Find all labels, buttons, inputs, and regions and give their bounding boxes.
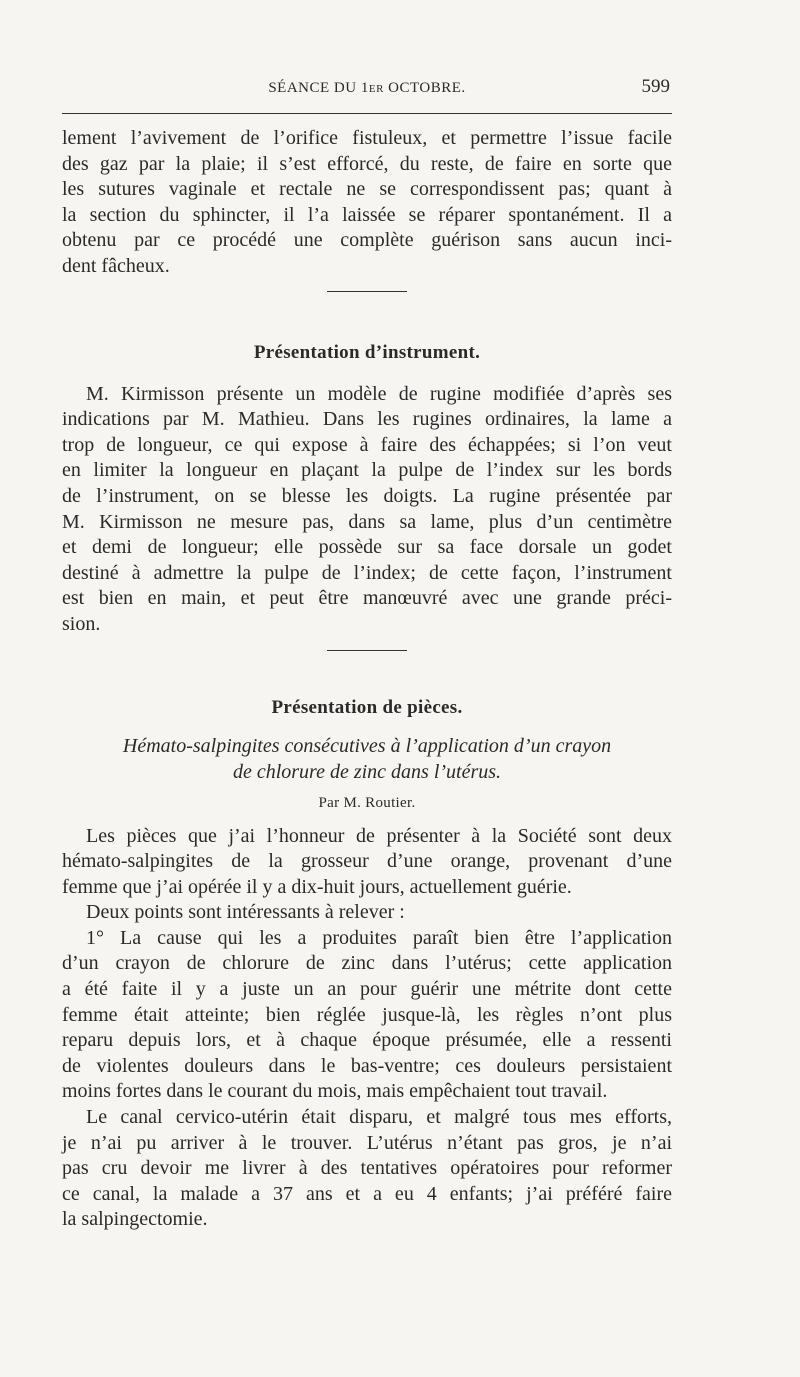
paragraph-pieces bbox=[62, 824, 672, 1234]
text-line: la salpingectomie. bbox=[62, 1208, 208, 1231]
text-line: et demi de longueur; elle possède sur sa face dorsale un godet bbox=[62, 536, 672, 559]
text-line: de l’instrument, on se blesse les doigts. La rugine présentée par bbox=[62, 484, 672, 507]
article-subtitle: de chlorure de zinc dans l’utérus. bbox=[232, 760, 502, 783]
page-body bbox=[62, 126, 672, 1233]
header-title: SÉANCE DU 1er OCTOBRE. bbox=[268, 80, 466, 96]
text-line: hémato-salpingites de la grosseur d’une orange, provenant d’une bbox=[62, 850, 672, 873]
section-heading-pieces: Présentation de pièces. bbox=[271, 696, 463, 718]
text-line: lement l’avivement de l’orifice fistuleux, et permettre l’issue facile bbox=[62, 127, 672, 149]
paragraph-instrument bbox=[62, 382, 672, 638]
paragraph-continued bbox=[62, 126, 672, 280]
text-line: pas cru devoir me livrer à des tentatives opératoires pour reformer bbox=[62, 1157, 672, 1180]
text-line: est bien en main, et peut être manœuvré avec une grande préci- bbox=[62, 587, 672, 610]
text-line: a été faite il y a juste un an pour guérir une métrite dont cette bbox=[62, 978, 672, 1001]
text-line: femme était atteinte; bien réglée jusque-là, les règles n’ont plus bbox=[62, 1003, 672, 1026]
text-line: femme que j’ai opérée il y a dix-huit jours, actuellement guérie. bbox=[62, 875, 572, 898]
text-line: indications par M. Mathieu. Dans les rugines ordinaires, la lame a bbox=[62, 408, 672, 431]
text-line: moins fortes dans le courant du mois, mais empêchaient tout travail. bbox=[62, 1080, 608, 1103]
article-subtitle: Hémato-salpingites consécutives à l’application d’un crayon bbox=[122, 734, 612, 757]
text-line: de violentes douleurs dans le bas-ventre; ces douleurs persistaient bbox=[62, 1054, 672, 1077]
text-line: ce canal, la malade a 37 ans et a eu 4 enfants; j’ai préféré faire bbox=[62, 1182, 672, 1205]
text-line: Le canal cervico-utérin était disparu, et malgré tous mes efforts, bbox=[86, 1106, 672, 1129]
text-line: la section du sphincter, il l’a laissée se réparer spontanément. Il a bbox=[62, 203, 672, 226]
text-line: M. Kirmisson présente un modèle de rugine modifiée d’après ses bbox=[86, 382, 672, 405]
text-line: 1° La cause qui les a produites paraît bien être l’application bbox=[86, 926, 672, 949]
text-line: dent fâcheux. bbox=[62, 254, 170, 277]
running-header bbox=[62, 76, 672, 104]
text-line: en limiter la longueur en plaçant la pulpe de l’index sur les bords bbox=[62, 459, 672, 482]
text-line: trop de longueur, ce qui expose à faire des échappées; si l’on veut bbox=[62, 433, 672, 456]
text-line: M. Kirmisson ne mesure pas, dans sa lame, plus d’un centimètre bbox=[62, 510, 672, 533]
text-line: destiné à admettre la pulpe de l’index; de cette façon, l’instrument bbox=[62, 561, 672, 584]
text-line: des gaz par la plaie; il s’est efforcé, du reste, de faire en sorte que bbox=[62, 152, 672, 175]
text-line: je n’ai pu arriver à le trouver. L’utérus n’étant pas gros, je n’ai bbox=[62, 1131, 672, 1154]
text-line: obtenu par ce procédé une complète guérison sans aucun inci- bbox=[62, 229, 672, 252]
text-line: Les pièces que j’ai l’honneur de présenter à la Société sont deux bbox=[86, 824, 672, 847]
header-rule bbox=[62, 113, 672, 114]
section-heading-instrument: Présentation d’instrument. bbox=[253, 341, 481, 363]
page-number: 599 bbox=[641, 76, 670, 97]
text-line: les sutures vaginale et rectale ne se correspondissent pas; quant à bbox=[62, 178, 672, 201]
text-line: Deux points sont intéressants à relever : bbox=[86, 901, 405, 924]
author-byline: Par M. Routier. bbox=[318, 794, 416, 811]
text-line: reparu depuis lors, et à chaque époque présumée, elle a ressenti bbox=[62, 1029, 672, 1052]
text-line: d’un crayon de chlorure de zinc dans l’utérus; cette application bbox=[62, 952, 672, 975]
text-line: sion. bbox=[62, 612, 101, 635]
